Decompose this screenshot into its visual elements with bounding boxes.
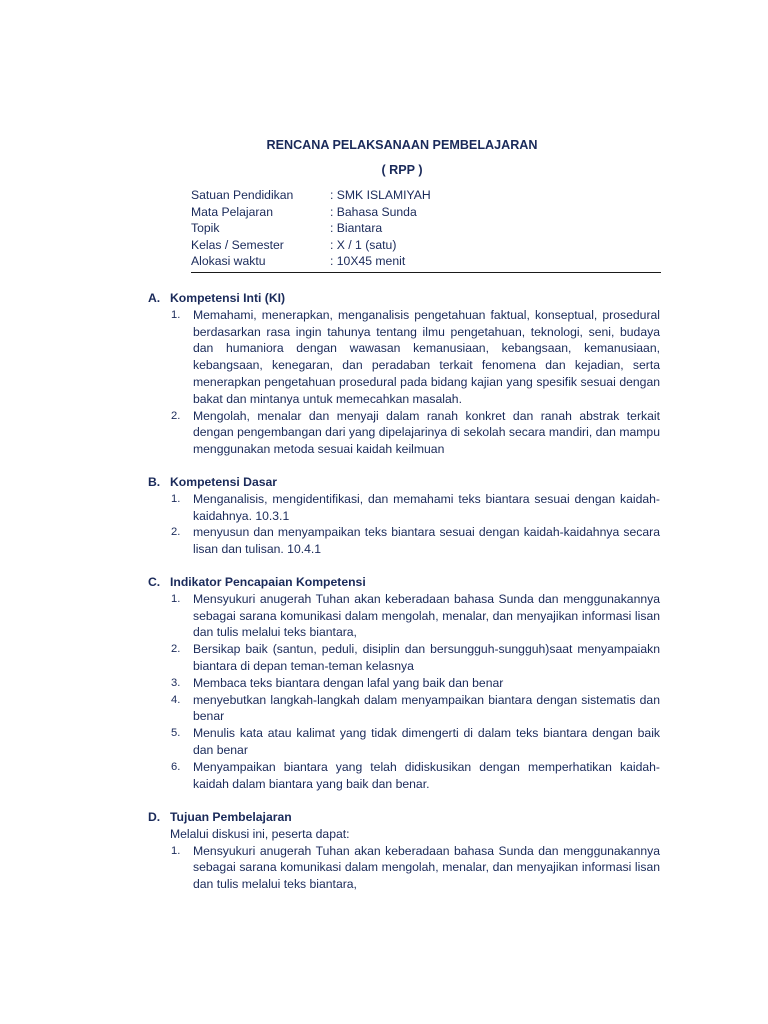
item-text: Membaca teks biantara dengan lafal yang baik dan benar	[193, 675, 504, 690]
section-kompetensi-dasar	[148, 474, 660, 558]
section-title: Tujuan Pembelajaran	[170, 810, 292, 824]
meta-key: Mata Pelajaran	[191, 204, 273, 219]
section-letter: C.	[148, 575, 161, 589]
section-title: Kompetensi Dasar	[170, 475, 278, 489]
meta-row	[191, 220, 431, 237]
item-number: 1.	[171, 592, 181, 605]
section-heading	[148, 574, 660, 591]
item-number: 1.	[171, 844, 181, 857]
item-text: Menyampaikan biantara yang telah didiskusikan dengan memperhatikan kaidah-kaidah dalam biantara yang baik dan benar.	[193, 759, 660, 791]
divider-line	[191, 272, 661, 273]
list-item	[171, 725, 660, 759]
section-kompetensi-inti	[148, 290, 660, 458]
section-tujuan	[148, 809, 660, 893]
item-list	[171, 307, 660, 458]
meta-value: : Biantara	[330, 221, 383, 236]
item-number: 2.	[171, 409, 181, 422]
list-item	[171, 641, 660, 675]
list-item	[171, 675, 660, 692]
meta-row	[191, 237, 431, 254]
identity-table	[191, 187, 431, 270]
meta-key: Alokasi waktu	[191, 254, 266, 269]
document-subtitle: ( RPP )	[381, 163, 423, 177]
meta-value: : 10X45 menit	[330, 254, 406, 269]
item-number: 4.	[171, 693, 181, 706]
item-number: 1.	[171, 492, 181, 505]
item-text: menyusun dan menyampaikan teks biantara sesuai dengan kaidah-kaidahnya secara lisan dan tulisan. 10.4.1	[193, 525, 660, 557]
section-letter: D.	[148, 810, 161, 824]
meta-row	[191, 187, 431, 204]
section-title: Indikator Pencapaian Kompetensi	[170, 575, 366, 589]
list-item	[171, 843, 660, 893]
meta-key: Topik	[191, 221, 220, 236]
item-number: 1.	[171, 308, 181, 321]
item-number: 2.	[171, 526, 181, 539]
list-item	[171, 307, 660, 408]
meta-key: Satuan Pendidikan	[191, 188, 294, 202]
section-heading	[148, 290, 660, 307]
section-letter: B.	[148, 475, 161, 489]
list-item	[171, 692, 660, 726]
section-letter: A.	[148, 291, 161, 305]
item-text: Mensyukuri anugerah Tuhan akan keberadaan bahasa Sunda dan menggunakannya sebagai sarana komunikasi dalam mengolah, menalar, dan menyajikan informasi lisan dan tulis melalui teks biantara,	[193, 843, 660, 892]
meta-key: Kelas / Semester	[191, 237, 284, 252]
section-title: Kompetensi Inti (KI)	[170, 291, 286, 305]
meta-value: : Bahasa Sunda	[330, 204, 417, 219]
section-intro: Melalui diskusi ini, peserta dapat:	[170, 826, 350, 841]
section-heading	[148, 809, 660, 826]
meta-row	[191, 204, 431, 221]
item-number: 2.	[171, 643, 181, 656]
document-title: RENCANA PELAKSANAAN PEMBELAJARAN	[266, 138, 538, 152]
item-text: Mensyukuri anugerah Tuhan akan keberadaan bahasa Sunda dan menggunakannya sebagai sarana komunikasi dalam mengolah, menalar, dan menyajikan informasi lisan dan tulis melalui teks biantara,	[193, 591, 660, 640]
list-item	[171, 408, 660, 458]
list-item	[171, 524, 660, 558]
item-number: 6.	[171, 760, 181, 773]
item-text: Bersikap baik (santun, peduli, disiplin dan bersungguh-sungguh)saat menyampaiakn biantara di depan teman-teman kelasnya	[193, 642, 660, 673]
meta-value: : X / 1 (satu)	[330, 237, 397, 252]
list-item	[171, 491, 660, 525]
item-text: Mengolah, menalar dan menyaji dalam ranah konkret dan ranah abstrak terkait dengan pengembangan dari yang dipelajarinya di sekolah secara mandiri, dan mampu menggunakan metoda sesuai kaidah keilmuan	[193, 408, 660, 457]
section-indikator	[148, 574, 660, 792]
item-text: menyebutkan langkah-langkah dalam menyampaikan biantara dengan sistematis dan benar	[193, 692, 660, 724]
list-item	[171, 591, 660, 641]
item-text: Menganalisis, mengidentifikasi, dan memahami teks biantara sesuai dengan kaidah-kaidahnya. 10.3.1	[193, 491, 660, 523]
section-heading	[148, 474, 660, 491]
item-number: 3.	[171, 676, 181, 689]
item-number: 5.	[171, 727, 181, 740]
item-list	[171, 491, 660, 558]
item-text: Menulis kata atau kalimat yang tidak dimengerti di dalam teks biantara dengan baik dan benar	[193, 726, 660, 757]
item-text: Memahami, menerapkan, menganalisis pengetahuan faktual, konseptual, prosedural berdasarkan rasa ingin tahunya tentang ilmu pengetahuan, teknologi, seni, budaya dan humaniora dengan wawasan kemanusiaan, kebangsaan, kemanusiaan, kebangsaan, kenegaran, dan peradaban terkait fenomena dan kejadian, serta menerapkan pengetahuan prosedural pada bidang kajian yang spesifik sesuai dengan bakat dan mintanya untuk memecahkan masalah.	[193, 307, 660, 406]
meta-value: : SMK ISLAMIYAH	[330, 188, 431, 202]
meta-row	[191, 253, 431, 270]
item-list	[171, 843, 660, 893]
item-list	[171, 591, 660, 793]
list-item	[171, 759, 660, 793]
